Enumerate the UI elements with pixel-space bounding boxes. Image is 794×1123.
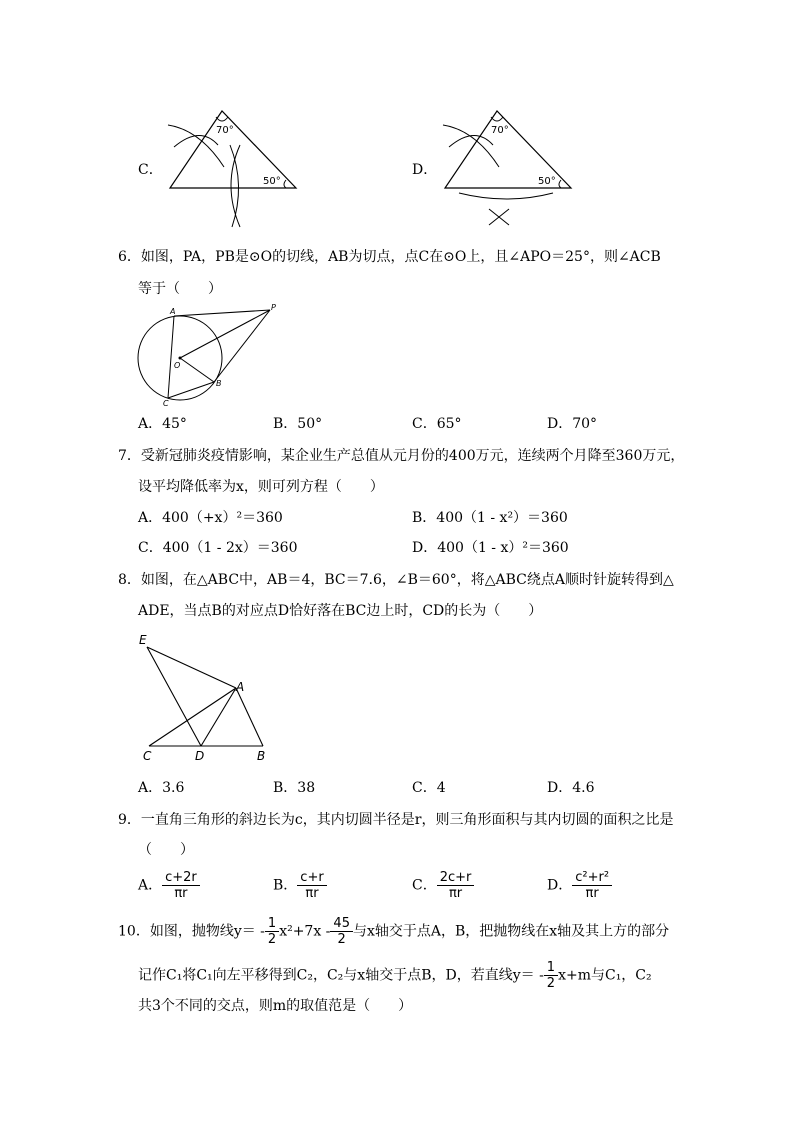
option-d-label: D． <box>412 162 438 178</box>
q6-label-p: P <box>271 303 276 312</box>
q6-label-b: B <box>216 379 222 388</box>
q6-option-d: D．70° <box>547 416 598 432</box>
q8-label-b: B <box>257 749 266 763</box>
q9-text-line1: 9．一直角三角形的斜边长为c，其内切圆半径是r，则三角形面积与其内切圆的面积之比是 <box>118 812 674 828</box>
q6-text-line2: 等于（ ） <box>138 281 222 297</box>
svg-text:50°: 50° <box>538 176 556 187</box>
q8-label-e: E <box>139 633 147 647</box>
option-c-label: C． <box>138 162 163 178</box>
q7-option-a: A．400（+x）²＝360 <box>138 510 283 526</box>
q6-text-line1: 6．如图，PA，PB是⊙O的切线，AB为切点，点C在⊙O上，且∠APO＝25°，则∠ACB <box>118 249 661 265</box>
q6-label-a: A <box>170 307 176 316</box>
q6-option-b: B．50° <box>273 416 323 432</box>
q8-text-line1: 8．如图，在△ABC中，AB＝4，BC＝7.6，∠B＝60°，将△ABC绕点A顺时针旋转得到△ <box>118 572 674 588</box>
q8-text-line2: ADE，当点B的对应点D恰好落在BC边上时，CD的长为（ ） <box>138 603 543 619</box>
q10-text-line3: 共3个不同的交点，则m的取值范是（ ） <box>138 998 413 1014</box>
q9-option-c: C． $\frac{2c+r}{\pi r}$ <box>412 870 474 901</box>
q8-option-b: B．38 <box>273 780 316 796</box>
q8-option-c: C．4 <box>412 780 446 796</box>
angle-50-label: 50° <box>263 176 281 187</box>
q6-label-c: C <box>163 399 169 408</box>
q7-text-line2: 设平均降低率为x，则可列方程（ ） <box>138 479 384 495</box>
q6-option-c: C．65° <box>412 416 462 432</box>
q9-option-a: A． $\frac{c+2r}{\pi r}$ <box>138 870 200 901</box>
q7-option-c: C．400（1 - 2x）＝360 <box>138 540 298 556</box>
q9-option-d: D． $\frac{\text{c²+r²}}{\pi r}$ <box>547 870 612 901</box>
q9-option-b: B． $\frac{c+r}{\pi r}$ <box>273 870 327 901</box>
q7-option-b: B．400（1 - x²）＝360 <box>412 510 568 526</box>
q7-option-d: D．400（1 - x）²＝360 <box>412 540 569 556</box>
q8-option-d: D．4.6 <box>547 780 595 796</box>
q9-text-line2: （ ） <box>138 842 194 858</box>
q8-label-a: A <box>236 680 245 694</box>
q10-text-line2: 记作C₁将C₁向左平移得到C₂，C₂与x轴交于点B，D，若直线y＝ - $\frac{1}{2}$ x+m与C₁，C₂ <box>138 960 652 991</box>
q10-text-line1: 10．如图，抛物线y＝ - $\frac{1}{2}$ x²+7x - $\frac{45}{2}$ 与x轴交于点A，B，把抛物线在x轴及其上方的部分 <box>118 916 670 947</box>
q8-label-c: C <box>143 749 152 763</box>
q6-figure <box>132 302 282 412</box>
q6-label-o: O <box>174 361 181 370</box>
q8-label-d: D <box>195 749 205 763</box>
angle-70-label: 70° <box>216 125 234 136</box>
svg-text:70°: 70° <box>491 125 509 136</box>
q7-text-line1: 7．受新冠肺炎疫情影响，某企业生产总值从元月份的400万元，连续两个月降至360万元， <box>118 448 685 464</box>
q8-figure <box>135 630 275 765</box>
q6-option-a: A．45° <box>138 416 187 432</box>
q8-option-a: A．3.6 <box>138 780 185 796</box>
figure-option-c <box>160 105 305 230</box>
figure-option-d <box>435 105 580 230</box>
